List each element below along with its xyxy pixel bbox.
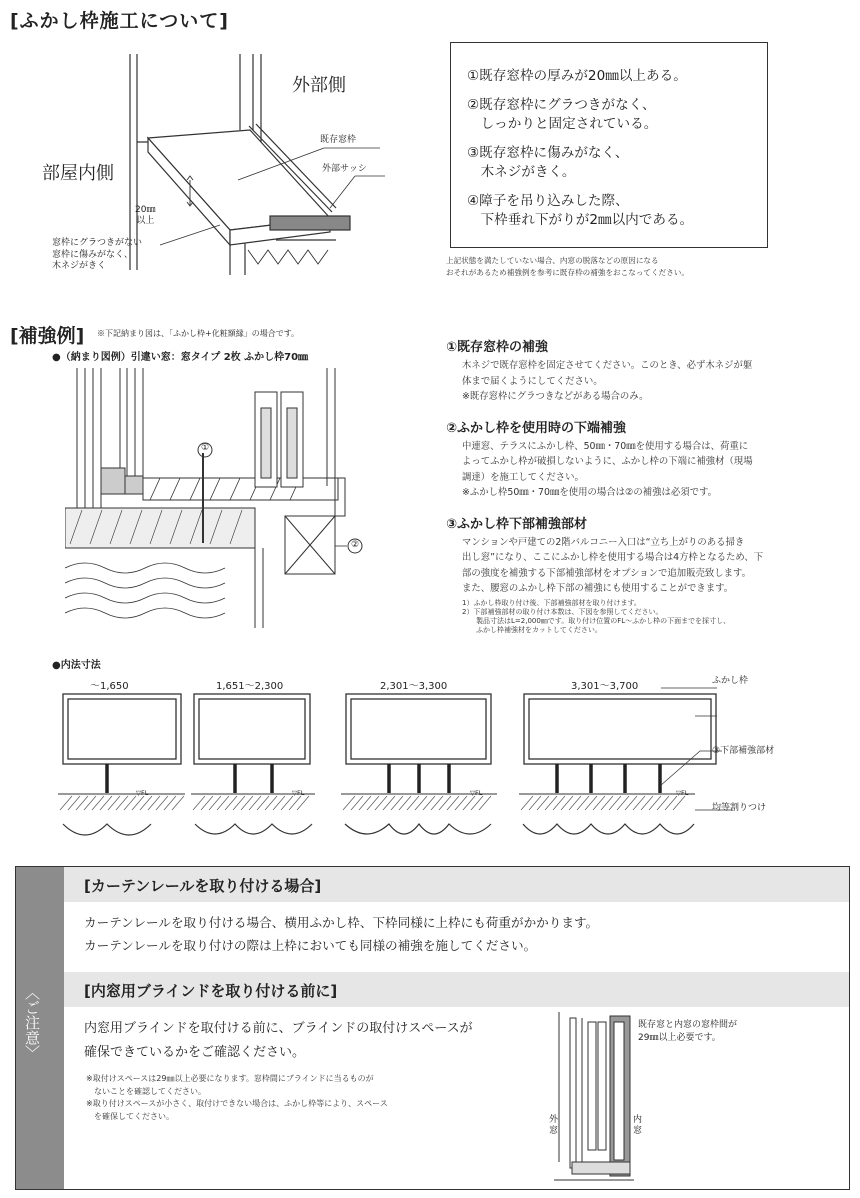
section-3-body: マンションや戸建ての2階バルコニー入口は“立ち上がりのある掃き 出し窓”になり、ここにふかし枠を使用する場合は4方枠となるため、下 部の強度を補強する下部補強部材をオプションで追加販売致します。 また、腰窓のふかし枠下部の補強にも使用することができます。 — [462, 536, 764, 594]
condition-item: ④障子を吊り込みした際、 下枠垂れ下がりが2㎜以内である。 — [467, 193, 694, 228]
condition-item: ②既存窓枠にグラつきがなく、 しっかりと固定されている。 — [467, 97, 658, 132]
outer-window-label: 外 窓 — [549, 1115, 559, 1136]
condition-item: ①既存窓枠の厚みが20㎜以上ある。 — [467, 68, 687, 84]
fl-label: ▽FL — [136, 789, 149, 797]
spacing-label: 均等割りつけ — [712, 803, 767, 813]
frame-label: ふかし枠 — [712, 676, 749, 686]
page-title: [ふかし枠施工について] — [10, 10, 229, 32]
callout-1: ① — [201, 443, 210, 453]
caution-side-label: 〈ご注意〉 — [23, 985, 41, 1060]
support-label: ③下部補強部材 — [712, 746, 775, 756]
range-label: 3,301～3,700 — [571, 681, 639, 692]
blind-body: 内窓用ブラインドを取付ける前に、ブラインドの取付けスペースが 確保できているかをご確認ください。 — [84, 1021, 473, 1060]
inside-label: 部屋内側 — [42, 163, 114, 184]
installation-section-diagram — [65, 368, 375, 638]
conditions-note: 上記状態を満たしていない場合、内窓の脱落などの原因になる おそれがあるため補強例を参考に既存枠の補強をおこなってください。 — [446, 256, 689, 277]
condition-note: 窓枠にグラつきがない 窓枠に傷みがなく、 木ネジがきく — [52, 238, 143, 271]
conditions-box — [450, 42, 768, 248]
reinforcement-heading: [補強例] — [10, 325, 85, 347]
interior-dimension-diagrams — [55, 686, 775, 856]
blind-space-diagram — [554, 1012, 634, 1188]
dimensions-heading: ●内法寸法 — [52, 660, 101, 671]
reinforcement-heading-note: ※下記納まり図は、「ふかし枠+化粧額縁」の場合です。 — [97, 329, 300, 338]
fl-label: ▽FL — [292, 789, 305, 797]
sash-label: 外部サッシ — [322, 164, 367, 174]
fl-label: ▽FL — [470, 789, 483, 797]
callout-2: ② — [351, 540, 360, 550]
section-3-title: ③ふかし枠下部補強部材 — [446, 516, 588, 532]
section-1-title: ①既存窓枠の補強 — [446, 340, 549, 355]
curtain-title: [カーテンレールを取り付ける場合] — [64, 867, 849, 902]
caution-panel — [15, 866, 850, 1190]
thickness-label: 20㎜ — [135, 205, 156, 215]
condition-item: ③既存窓枠に傷みがなく、 木ネジがきく。 — [467, 145, 629, 180]
fl-label: ▽FL — [676, 789, 689, 797]
inner-window-label: 内 窓 — [633, 1115, 643, 1136]
curtain-body: カーテンレールを取り付ける場合、横用ふかし枠、下枠同様に上枠にも荷重がかかります。 カーテンレールを取り付けの際は上枠においても同様の補強を施してください。 — [84, 915, 599, 953]
section-2-title: ②ふかし枠を使用時の下端補強 — [446, 420, 627, 436]
blind-notes: ※取付けスペースは29㎜以上必要になります。窓枠間にブラインドに当るものが ないことを確認してください。 ※取り付けスペースが小さく、取付けできない場合は、ふかし枠等により、スペース を確保してください。 — [86, 1074, 388, 1121]
range-label: ～1,650 — [90, 681, 129, 692]
blind-diagram-note: 既存窓と内窓の窓枠間が 29㎜以上必要です。 — [638, 1020, 738, 1043]
example-caption: ●（納まり図例）引違い窓：窓タイプ 2枚 ふかし枠70㎜ — [52, 352, 309, 363]
range-label: 2,301～3,300 — [380, 681, 448, 692]
thickness-label-sub: 以上 — [136, 216, 155, 226]
outside-label: 外部側 — [292, 75, 346, 96]
blind-title: [内窓用ブラインドを取り付ける前に] — [64, 972, 849, 1007]
range-label: 1,651～2,300 — [216, 681, 284, 692]
section-1-body: 木ネジで既存窓枠を固定させてください。このとき、必ず木ネジが躯 体まで届くようにしてください。 ※既存窓枠にグラつきなどがある場合のみ。 — [462, 360, 753, 402]
section-2-body: 中連窓、テラスにふかし枠、50㎜・70㎜を使用する場合は、荷重に よってふかし枠が破損しないように、ふかし枠の下端に補強材（現場 調達）を施工してください。 ※ふかし枠50㎜・70㎜を使用の場合は②の補強は必須です。 — [462, 440, 753, 498]
existing-frame-label: 既存窓枠 — [320, 135, 357, 145]
section-3-notes: 1）ふかし枠取り付け後、下部補強部材を取り付けます。 2）下部補強部材の取り付け本数は、下図を参照してください。 製品寸法はL=2,000㎜です。取り付け位置のFL～ふかし枠の下面までを採寸し、 ふかし枠補強材をカットしてください。 — [462, 598, 731, 635]
